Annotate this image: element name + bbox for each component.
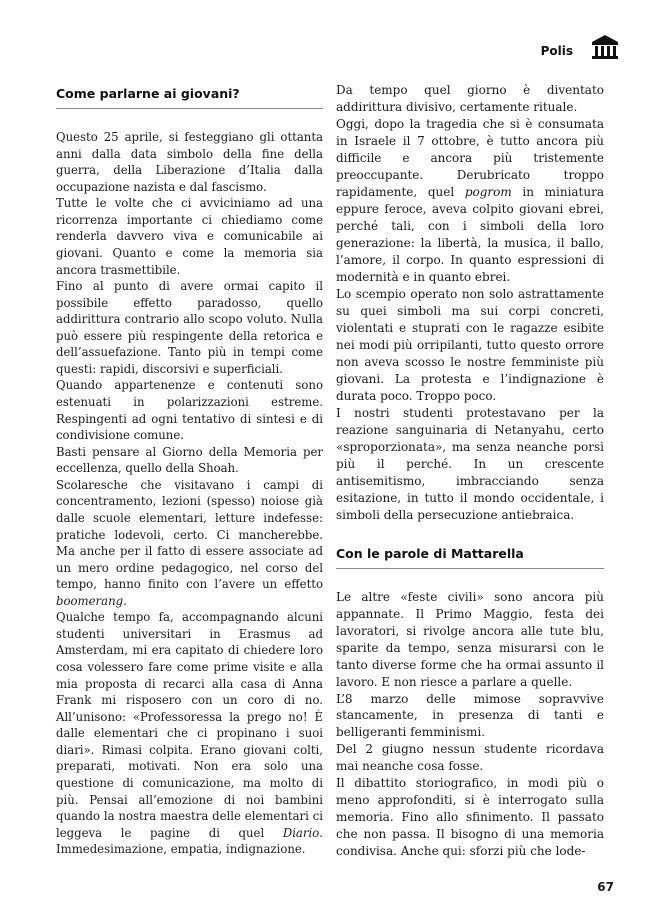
paragraph: Da tempo quel giorno è diventato addirittura divisivo, certamente rituale. <box>336 83 604 114</box>
page-number: 67 <box>597 880 614 894</box>
paragraph: Fino al punto di avere ormai capito il possibile effetto paradosso, quello addirittura contrario allo scopo voluto. Nulla può essere più respingente della retorica e dell’assuefazione. Tanto più in tempi come questi: rapidi, discorsivi e superficiali. <box>56 279 323 376</box>
paragraph: Del 2 giugno nessun studente ricordava mai neanche cosa fosse. <box>336 742 604 774</box>
paragraph: Oggi, dopo la tragedia che si è consumata in Israele il 7 ottobre, è tutto ancora più difficile e ancora più tristemente preoccupante. Derubricato troppo rapidamente, quel pogrom in miniatura eppure feroce, aveva colpito giovani ebrei, perché tali, con i simboli della loro generazione: la libertà, la musica, il ballo, l’amore, il corpo. In quanto espressioni di modernità e in quanto ebrei. <box>336 116 604 284</box>
building-icon <box>590 33 620 61</box>
paragraph: Le altre «feste civili» sono ancora più appannate. Il Primo Maggio, festa dei lavoratori, si rivolge ancora alle tute blu, sparite da tempo, senza misurarsi con le tanto diverse forme che ha ormai assunto il lavoro. E non riesce a parlare a quelle. <box>336 589 604 689</box>
left-column <box>56 82 323 858</box>
paragraph: Tutte le volte che ci avviciniamo ad una ricorrenza importante ci chiediamo come renderla davvero viva e comunicabile ai giovani. Quanto e come la memoria sia ancora trasmettibile. <box>56 196 323 277</box>
section-heading: Come parlarne ai giovani? <box>56 82 323 109</box>
paragraph: Basti pensare al Giorno della Memoria per eccellenza, quello della Shoah. <box>56 444 323 476</box>
right-column <box>336 82 604 860</box>
header-section-label: Polis <box>540 44 573 58</box>
paragraph: Qualche tempo fa, accompagnando alcuni studenti universitari in Erasmus ad Amsterdam, mi era capitato di chiedere loro cosa volessero fare come prime visite e alla mia proposta di recarci alla casa di Anna Frank mi risposero con un coro di no. All’unisono: «Professoressa la prego no! È dalle elementari che ci propinano i suoi diari». Rimasi colpita. Erano giovani colti, preparati, motivati. Non era solo una questione di comunicazione, ma molto di più. Pensai all’emozione di noi bambini quando la nostra maestra delle elementari ci leggeva le pagine di quel Diario. Immedesimazione, empatia, indignazione. <box>56 610 323 857</box>
paragraph: Scolaresche che visitavano i campi di concentramento, lezioni (spesso) noiose già dalle scuole elementari, letture indefesse: pratiche lodevoli, certo. Ci mancherebbe. Ma anche per il fatto di essere associate ad un mero ordine pedagogico, nel corso del tempo, hanno finito con l’avere un effetto boomerang. <box>56 477 323 608</box>
paragraph: Il dibattito storiografico, in modi più o meno approfonditi, si è interrogato sulla memoria. Fino allo sfinimento. Il passato che non passa. Il bisogno di una memoria condivisa. Anche qui: sforzi più che lode- <box>336 776 604 859</box>
paragraph: Quando appartenenze e contenuti sono estenuati in polarizzazioni estreme. Respingenti ad ogni tentativo di sintesi e di condivisione comune. <box>56 378 323 443</box>
paragraph: Lo scempio operato non solo astrattamente su quei simboli ma sui corpi concreti, violentati e stuprati con le ragazze esibite nei modi più orripilanti, tutto questo orrore non aveva scosso le nostre femministe più giovani. La protesta e l’indignazione è durata poco. Troppo poco. <box>336 286 604 403</box>
paragraph: L’8 marzo delle mimose sopravvive stancamente, in presenza di tanti e belligeranti femminismi. <box>336 691 604 740</box>
paragraph: Questo 25 aprile, si festeggiano gli ottanta anni dalla data simbolo della fine della guerra, della Liberazione d’Italia dalla occupazione nazista e dal fascismo. <box>56 130 323 194</box>
paragraph: I nostri studenti protestavano per la reazione sanguinaria di Netanyahu, certo «sproporzionata», ma senza neanche porsi più il perché. In un crescente antisemitismo, imbracciando senza esitazione, in tutto il mondo occidentale, i simboli della persecuzione antiebraica. <box>336 405 604 522</box>
section-heading: Con le parole di Mattarella <box>336 542 604 569</box>
